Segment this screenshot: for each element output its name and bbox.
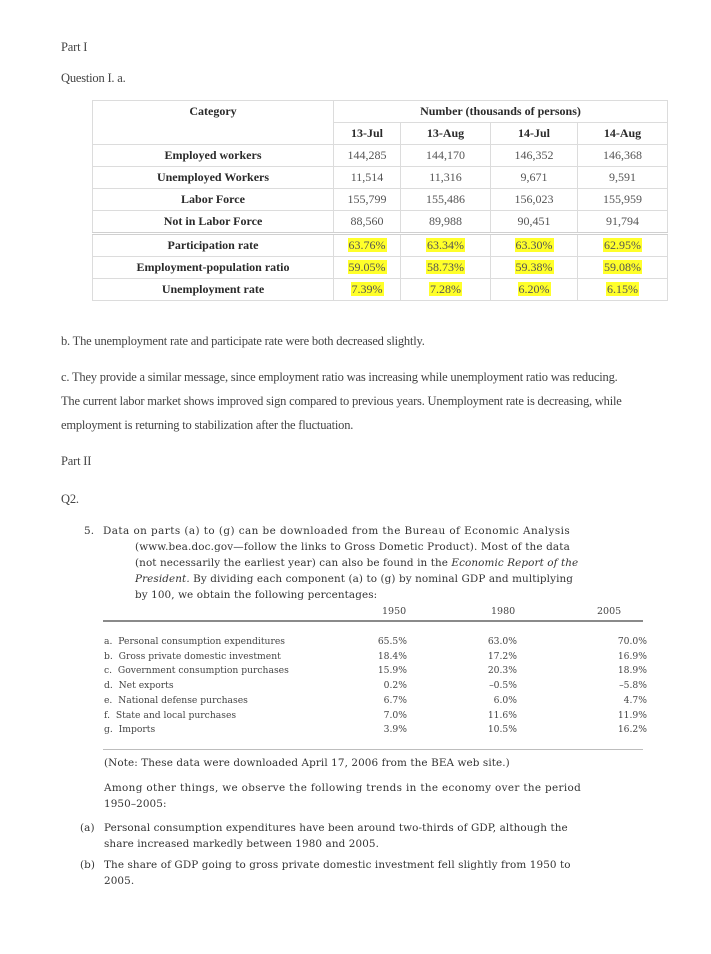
- table-row: [93, 279, 668, 301]
- cell-value: 11,514: [350, 170, 384, 184]
- intro-line: by 100, we obtain the following percentages:: [135, 589, 378, 601]
- table-cell: [334, 234, 401, 257]
- table-bottom-rule: [103, 749, 643, 750]
- cell-value: 17.2%: [487, 650, 517, 662]
- table-row: [104, 665, 647, 677]
- row-label: Unemployment rate: [93, 279, 334, 301]
- table-cell: [401, 211, 491, 234]
- year-header: 1950: [382, 606, 407, 617]
- row-label: a. Personal consumption expenditures: [104, 636, 285, 647]
- cell-value: 20.3%: [487, 665, 517, 677]
- answer-c-line: employment is returning to stabilization after the fluctuation.: [61, 418, 354, 432]
- table-row: [104, 680, 647, 692]
- table-cell: [401, 234, 491, 257]
- highlighted-value: 7.28%: [430, 282, 461, 296]
- item-line: The share of GDP going to gross private domestic investment fell slightly from 1950 to: [104, 859, 571, 871]
- cell-value: 11.9%: [617, 709, 647, 721]
- cell-value: 91,794: [606, 214, 639, 228]
- table-cell: [491, 211, 578, 234]
- table-row: [93, 211, 668, 234]
- intro-line: Data on parts (a) to (g) can be downloaded from the Bureau of Economic Analysis: [103, 525, 571, 537]
- table-row: [104, 650, 647, 663]
- cell-value: 155,486: [426, 192, 465, 206]
- row-label: Labor Force: [93, 189, 334, 211]
- cell-value: 18.4%: [377, 650, 407, 662]
- group-header: Number (thousands of persons): [334, 101, 668, 123]
- cell-value: 7.0%: [383, 709, 407, 721]
- highlighted-value: 59.38%: [515, 260, 553, 274]
- highlighted-value: 6.15%: [607, 282, 638, 296]
- cell-value: 6.0%: [493, 694, 517, 706]
- cell-value: 3.9%: [383, 724, 407, 736]
- part1-heading: Part I: [61, 40, 88, 54]
- table-row: [93, 257, 668, 279]
- trends-line: Among other things, we observe the following trends in the economy over the period: [104, 782, 582, 794]
- cell-value: 0.2%: [383, 680, 407, 692]
- row-label: c. Government consumption purchases: [104, 665, 289, 677]
- cell-value: 146,368: [603, 148, 642, 162]
- cell-value: 10.5%: [487, 724, 517, 736]
- table-cell: [401, 167, 491, 189]
- table-cell: [334, 189, 401, 211]
- column-header: 13-Jul: [334, 123, 401, 145]
- table-cell: [578, 279, 668, 301]
- cell-value: 11,316: [429, 170, 462, 184]
- row-label: g. Imports: [104, 724, 156, 736]
- cell-value: 88,560: [350, 214, 384, 228]
- table-cell: [401, 145, 491, 167]
- table-cell: [401, 189, 491, 211]
- table-cell: [578, 257, 668, 279]
- item-marker: (a): [80, 822, 95, 834]
- cell-value: 9,671: [520, 170, 548, 184]
- cell-value: 155,799: [347, 192, 387, 206]
- table-cell: [334, 167, 401, 189]
- highlighted-value: 63.76%: [348, 238, 386, 252]
- trends-line: 1950–2005:: [104, 798, 167, 810]
- highlighted-value: 7.39%: [351, 282, 383, 296]
- cell-value: –0.5%: [489, 680, 517, 692]
- intro-text: (not necessarily the earliest year) can also be found in the: [135, 557, 452, 569]
- intro-line: [135, 557, 578, 569]
- table-row: [104, 724, 647, 736]
- table-cell: [491, 279, 578, 301]
- row-label: b. Gross private domestic investment: [104, 650, 281, 662]
- row-label: Not in Labor Force: [93, 211, 334, 234]
- cell-value: 146,352: [514, 148, 554, 162]
- cell-value: 9,591: [609, 170, 636, 184]
- part2-heading: Part II: [61, 454, 92, 468]
- cell-value: 18.9%: [617, 665, 647, 677]
- highlighted-value: 6.20%: [518, 282, 550, 296]
- highlighted-value: 63.30%: [515, 238, 553, 252]
- year-header: 2005: [597, 606, 622, 617]
- italic-title: Economic Report of the: [451, 557, 579, 569]
- question-1a-label: Question I. a.: [61, 71, 126, 85]
- item-line: 2005.: [104, 875, 135, 887]
- table-header-row: [93, 101, 668, 123]
- row-label: Employment-population ratio: [93, 257, 334, 279]
- answer-c-line: The current labor market shows improved sign compared to previous years. Unemployment rate is decreasing, while: [61, 394, 622, 408]
- cell-value: 144,170: [426, 148, 465, 162]
- table-row: [93, 234, 668, 257]
- cell-value: 6.7%: [383, 694, 407, 706]
- q2-label: Q2.: [61, 492, 79, 506]
- table-row: [104, 709, 647, 722]
- item-line: share increased markedly between 1980 and 2005.: [104, 838, 380, 850]
- cell-value: 89,988: [429, 214, 462, 228]
- cell-value: 90,451: [517, 214, 551, 228]
- cell-value: 16.2%: [617, 724, 647, 736]
- year-header: 1980: [491, 606, 516, 617]
- cell-value: –5.8%: [619, 680, 647, 692]
- table-cell: [491, 257, 578, 279]
- italic-title-end: President.: [135, 573, 190, 585]
- row-label: f. State and local purchases: [104, 709, 237, 721]
- labor-statistics-table: [92, 100, 668, 301]
- table-cell: [334, 211, 401, 234]
- row-label: Unemployed Workers: [93, 167, 334, 189]
- highlighted-value: 59.08%: [604, 260, 641, 274]
- table-cell: [578, 167, 668, 189]
- table-cell: [401, 257, 491, 279]
- table-row: [104, 636, 647, 648]
- cell-value: 144,285: [347, 148, 387, 162]
- table-cell: [491, 167, 578, 189]
- table-row: [93, 167, 668, 189]
- row-label: e. National defense purchases: [104, 694, 248, 706]
- table-cell: [578, 145, 668, 167]
- table-cell: [334, 145, 401, 167]
- highlighted-value: 62.95%: [604, 238, 641, 252]
- cell-value: 63.0%: [487, 636, 517, 647]
- item-marker: (b): [80, 859, 96, 871]
- table-top-rule: [103, 620, 643, 622]
- table-row: [104, 694, 647, 707]
- answer-b: b. The unemployment rate and participate rate were both decreased slightly.: [61, 334, 425, 348]
- table-cell: [491, 234, 578, 257]
- cell-value: 156,023: [514, 192, 554, 206]
- column-header: 14-Aug: [578, 123, 668, 145]
- cell-value: 11.6%: [487, 709, 517, 721]
- column-header: 13-Aug: [401, 123, 491, 145]
- data-note: (Note: These data were downloaded April 17, 2006 from the BEA web site.): [104, 757, 510, 769]
- problem-number: 5.: [84, 525, 95, 537]
- table-row: [93, 145, 668, 167]
- table-cell: [334, 279, 401, 301]
- highlighted-value: 63.34%: [427, 238, 464, 252]
- highlighted-value: 59.05%: [348, 260, 386, 274]
- cell-value: 4.7%: [623, 694, 647, 706]
- cell-value: 16.9%: [617, 650, 647, 662]
- row-label: d. Net exports: [104, 680, 174, 692]
- answer-c-line: c. They provide a similar message, since employment ratio was increasing while unemployment ratio was reducing.: [61, 370, 618, 384]
- cell-value: 65.5%: [377, 636, 407, 647]
- cell-value: 15.9%: [377, 665, 407, 677]
- table-cell: [578, 234, 668, 257]
- intro-line: (www.bea.doc.gov—follow the links to Gross Dometic Product). Most of the data: [135, 541, 570, 553]
- row-label: Employed workers: [93, 145, 334, 167]
- intro-text: By dividing each component (a) to (g) by nominal GDP and multiplying: [189, 573, 574, 585]
- cell-value: 155,959: [603, 192, 642, 206]
- intro-line: [135, 573, 573, 585]
- category-header: Category: [93, 101, 334, 145]
- row-label: Participation rate: [93, 234, 334, 257]
- highlighted-value: 58.73%: [427, 260, 464, 274]
- column-header: 14-Jul: [491, 123, 578, 145]
- table-cell: [491, 145, 578, 167]
- table-cell: [578, 211, 668, 234]
- cell-value: 70.0%: [617, 636, 647, 647]
- table-cell: [578, 189, 668, 211]
- item-line: Personal consumption expenditures have been around two-thirds of GDP, although the: [104, 822, 568, 834]
- table-row: [93, 189, 668, 211]
- table-cell: [491, 189, 578, 211]
- table-cell: [401, 279, 491, 301]
- table-cell: [334, 257, 401, 279]
